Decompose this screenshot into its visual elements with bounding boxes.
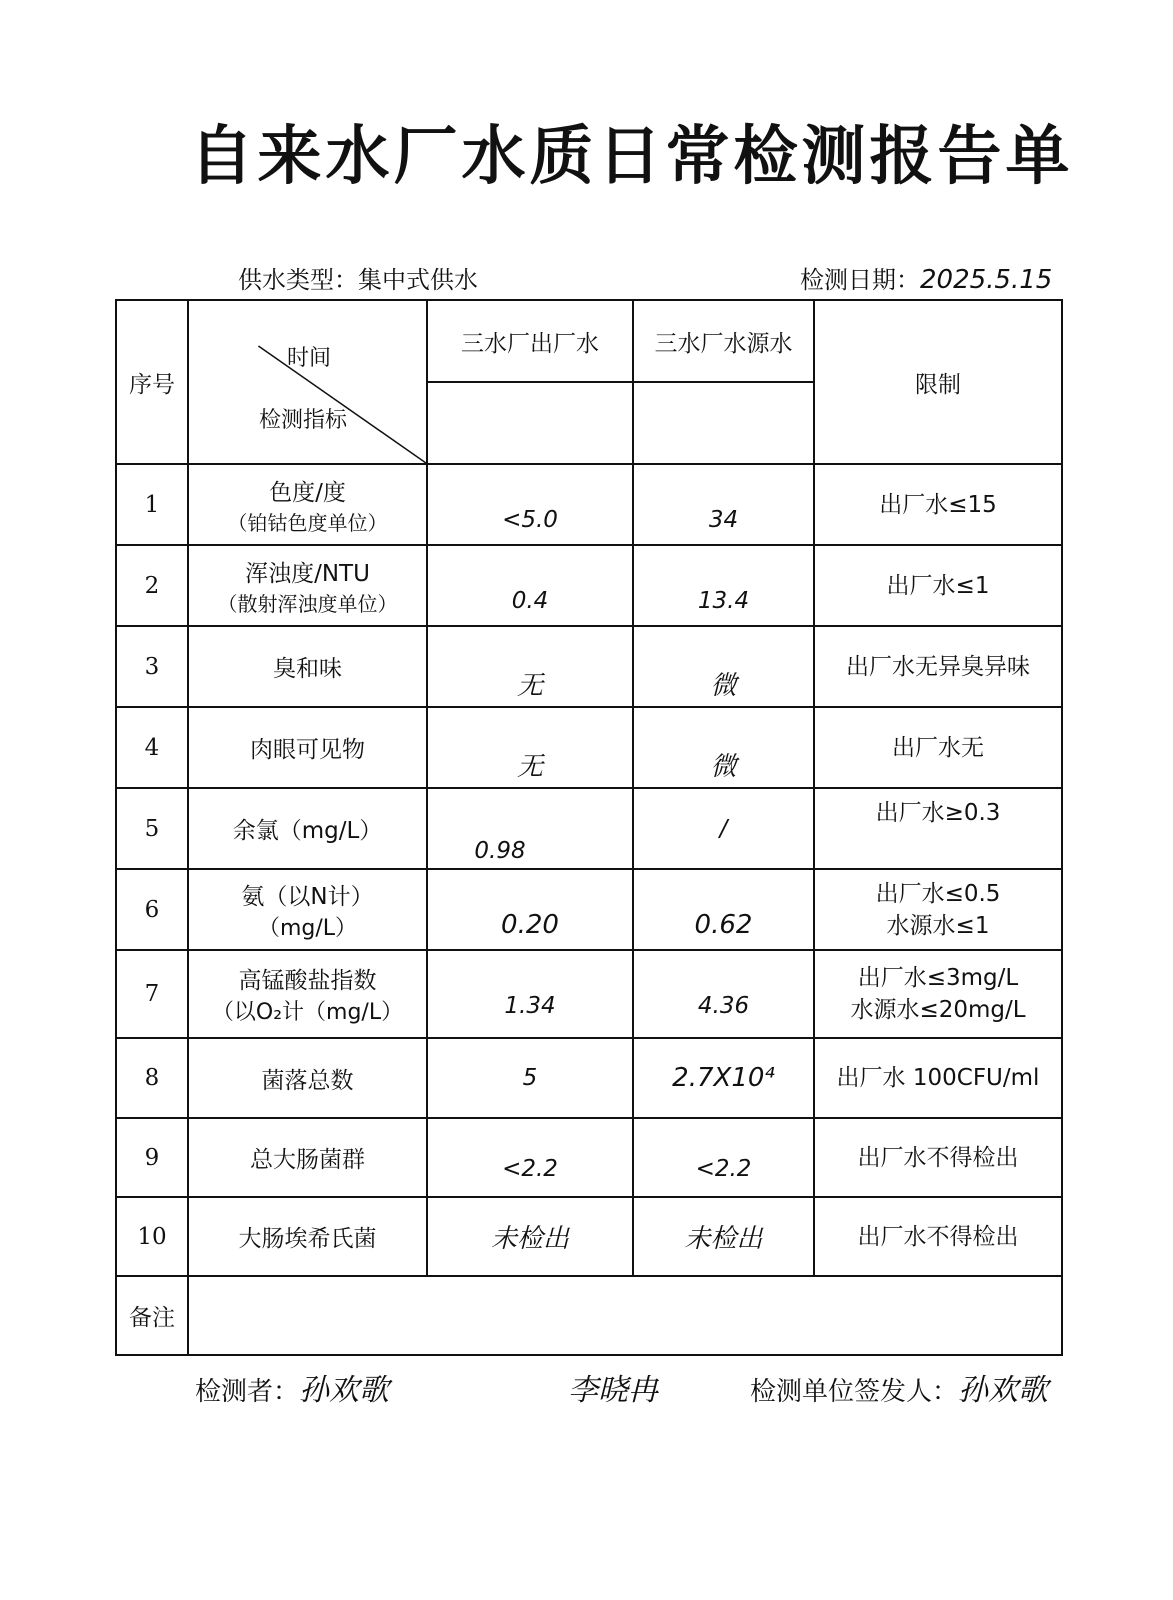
row-indicator [188, 950, 427, 1038]
supply-type-value: 集中式供水 [358, 266, 478, 294]
row-value-source [633, 950, 814, 1038]
row-limit-2: 水源水≤20mg/L [850, 997, 1026, 1023]
row-limit [814, 869, 1062, 950]
row-value-source-text: 0.62 [694, 909, 753, 940]
supply-type-label: 供水类型： [238, 266, 358, 294]
row-value-source [633, 788, 814, 869]
row-limit [814, 626, 1062, 707]
row-indicator [188, 788, 427, 869]
row-value-outlet [427, 869, 633, 950]
issuer-label: 检测单位签发人： [750, 1377, 959, 1407]
row-value-outlet-text: 1.34 [504, 993, 556, 1019]
table-row [116, 626, 1062, 707]
row-indicator [188, 464, 427, 545]
row-no: 6 [116, 869, 188, 950]
row-value-outlet-text: 0.4 [511, 587, 549, 614]
row-no: 5 [116, 788, 188, 869]
row-no: 8 [116, 1038, 188, 1118]
row-limit [814, 545, 1062, 626]
test-date [800, 260, 1052, 295]
row-value-outlet [427, 1038, 633, 1118]
row-indicator-name: 氨（以N计） [241, 883, 374, 910]
row-indicator-name: 色度/度 [269, 479, 346, 506]
row-limit-1: 出厂水不得检出 [857, 1144, 1019, 1171]
row-indicator-name: 浑浊度/NTU [245, 560, 370, 587]
row-indicator-name: 总大肠菌群 [250, 1147, 365, 1173]
row-no: 9 [116, 1118, 188, 1197]
row-limit [814, 950, 1062, 1038]
header-diagonal-cell [188, 300, 427, 464]
page-title: 自来水厂水质日常检测报告单 [189, 120, 1074, 194]
row-indicator [188, 707, 427, 788]
report-table [115, 299, 1063, 1356]
second-signature-wrap [568, 1365, 658, 1409]
row-no: 1 [116, 464, 188, 545]
footer [195, 1365, 389, 1409]
tester-label: 检测者： [195, 1377, 300, 1407]
remark-label: 备注 [116, 1276, 188, 1355]
row-value-source [633, 626, 814, 707]
supply-type [238, 260, 478, 295]
second-signature: 李晓冉 [568, 1373, 658, 1408]
row-limit-1: 出厂水≤3mg/L [857, 965, 1019, 991]
row-limit-1: 出厂水不得检出 [857, 1223, 1019, 1250]
row-value-outlet [427, 1118, 633, 1197]
row-indicator [188, 869, 427, 950]
row-value-outlet [427, 950, 633, 1038]
row-no: 2 [116, 545, 188, 626]
row-limit [814, 1197, 1062, 1276]
row-indicator-sub: （铂钴色度单位） [227, 510, 388, 535]
row-value-source-text: / [719, 815, 728, 842]
row-value-source [633, 869, 814, 950]
tester-signature: 孙欢歌 [299, 1373, 390, 1408]
row-value-outlet-text: 5 [522, 1065, 538, 1091]
row-value-source [633, 1118, 814, 1197]
row-value-outlet-text: <2.2 [502, 1155, 558, 1182]
row-limit-1: 出厂水≤1 [886, 572, 990, 599]
row-indicator-name: 菌落总数 [261, 1067, 354, 1094]
row-indicator-name: 肉眼可见物 [250, 737, 365, 763]
row-limit-1: 出厂水≤15 [879, 491, 997, 518]
row-indicator-sub: （以O₂计（mg/L） [211, 1000, 404, 1025]
table-row [116, 707, 1062, 788]
row-value-source-text: 4.36 [697, 993, 750, 1019]
table-row [116, 1197, 1062, 1276]
row-limit-1: 出厂水无 [892, 734, 984, 761]
table-row [116, 545, 1062, 626]
row-indicator-name: 高锰酸盐指数 [238, 968, 377, 994]
row-value-source [633, 1038, 814, 1118]
row-limit [814, 464, 1062, 545]
row-value-outlet [427, 464, 633, 545]
row-value-outlet-text: <5.0 [502, 506, 558, 533]
row-value-outlet [427, 626, 633, 707]
row-value-outlet-text: 无 [516, 671, 543, 701]
row-no: 7 [116, 950, 188, 1038]
diagonal-line [189, 301, 426, 463]
row-value-source [633, 707, 814, 788]
table-row [116, 869, 1062, 950]
row-limit-1: 出厂水≥0.3 [875, 800, 1001, 826]
row-indicator [188, 1038, 427, 1118]
row-indicator-sub: （散射浑浊度单位） [217, 591, 398, 616]
row-value-outlet-text: 未检出 [490, 1224, 569, 1254]
row-value-outlet [427, 788, 633, 869]
row-no: 4 [116, 707, 188, 788]
row-limit [814, 707, 1062, 788]
table-row [116, 1038, 1062, 1118]
header-diag-top: 时间 [287, 346, 332, 371]
test-date-label: 检测日期： [800, 266, 920, 294]
table-row [116, 950, 1062, 1038]
row-value-outlet-text: 0.98 [474, 837, 526, 864]
row-limit-1: 出厂水 100CFU/ml [836, 1065, 1040, 1091]
row-indicator [188, 626, 427, 707]
row-no: 3 [116, 626, 188, 707]
table-row [116, 788, 1062, 869]
row-indicator-name: 臭和味 [273, 656, 342, 682]
row-value-source [633, 545, 814, 626]
row-limit [814, 1118, 1062, 1197]
table-row [116, 464, 1062, 545]
row-value-outlet-text: 无 [516, 752, 543, 782]
row-limit [814, 1038, 1062, 1118]
row-indicator [188, 545, 427, 626]
row-value-source-text: 13.4 [697, 587, 750, 614]
remark-value [188, 1276, 1062, 1355]
row-value-source-text: 微 [710, 752, 737, 782]
test-date-value: 2025.5.15 [920, 265, 1053, 295]
row-value-source-text: 微 [710, 671, 737, 701]
row-indicator-name: 大肠埃希氏菌 [238, 1226, 377, 1252]
row-limit-1: 出厂水无异臭异味 [846, 653, 1030, 680]
row-limit [814, 788, 1062, 869]
row-indicator-sub: （mg/L） [257, 915, 358, 941]
remark-row [116, 1276, 1062, 1355]
row-indicator-name: 余氯（mg/L） [232, 818, 383, 844]
row-value-outlet [427, 545, 633, 626]
row-limit-1: 出厂水≤0.5 [875, 880, 1001, 907]
row-value-outlet [427, 707, 633, 788]
row-value-outlet [427, 1197, 633, 1276]
header-col2-blank [633, 382, 814, 464]
header-limit: 限制 [814, 300, 1062, 464]
row-value-outlet-text: 0.20 [501, 909, 559, 940]
row-indicator [188, 1197, 427, 1276]
header-diag-bottom: 检测指标 [259, 408, 348, 433]
row-value-source-text: 2.7X10⁴ [672, 1063, 775, 1093]
issuer-signature: 孙欢歌 [958, 1373, 1049, 1408]
table-row [116, 1118, 1062, 1197]
row-no: 10 [116, 1197, 188, 1276]
issuer [750, 1365, 1048, 1409]
row-value-source-text: 34 [708, 506, 739, 533]
header-seq: 序号 [116, 300, 188, 464]
row-value-source [633, 464, 814, 545]
header-row [116, 300, 1062, 382]
header-col2: 三水厂水源水 [633, 300, 814, 382]
header-col1: 三水厂出厂水 [427, 300, 633, 382]
header-col1-blank [427, 382, 633, 464]
row-limit-2: 水源水≤1 [886, 912, 990, 939]
row-value-source-text: <2.2 [695, 1155, 752, 1182]
row-value-source-text: 未检出 [684, 1224, 763, 1254]
row-value-source [633, 1197, 814, 1276]
row-indicator [188, 1118, 427, 1197]
